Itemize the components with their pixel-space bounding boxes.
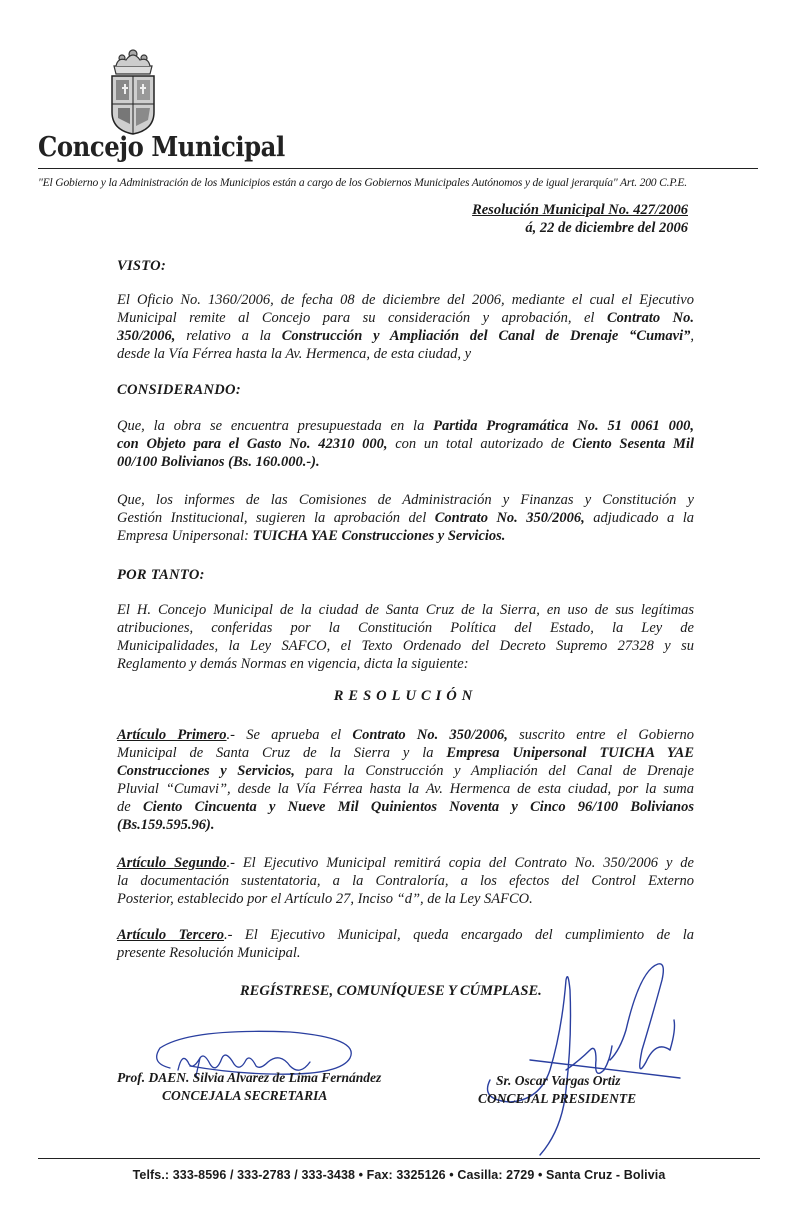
bold-text: Ciento Sesenta Mil [572,436,695,452]
visto-paragraph [117,291,694,363]
bold-text: Partida Programática No. 51 0061 000, [433,418,694,434]
por-tanto-heading: POR TANTO: [117,567,205,583]
resolution-date: á, 22 de diciembre del 2006 [525,220,688,236]
resolucion-title: RESOLUCIÓN [333,688,478,704]
bold-text: Empresa Unipersonal TUICHA YAE [446,745,694,761]
bold-text: Contrato No. 350/2006, [434,510,585,526]
text-line: Municipal remite al Concejo para su consideración y aprobación, el Contrato No. [117,310,694,326]
text-line: Pluvial “Cumavi”, desde la Vía Férrea hasta la Av. Hermenca de esta ciudad, por la suma [117,781,694,797]
article-label: Artículo Primero [117,727,227,743]
header-divider [38,168,758,169]
header-motto: "El Gobierno y la Administración de los Municipios están a cargo de los Gobiernos Municipales Autónomos y de igual jerarquía" Art. 200 C.P.E. [38,176,687,189]
text-line: la documentación sustentatoria, a la Contraloría, a los efectos del Control Externo [117,873,694,889]
left-signatory-name: Prof. DAEN. Silvia Alvarez de Lima Fernández [117,1070,382,1085]
text-line: Gestión Institucional, sugieren la aprobación del Contrato No. 350/2006, adjudicado a la [117,510,694,526]
considerando-heading: CONSIDERANDO: [117,382,241,398]
text-line: desde la Vía Férrea hasta la Av. Hermenca, de esta ciudad, y [117,346,472,362]
text-line: Artículo Primero.- Se aprueba el Contrato No. 350/2006, suscrito entre el Gobierno [117,727,695,743]
footer-divider [38,1158,760,1159]
bold-text: TUICHA YAE Construcciones y Servicios. [252,528,506,544]
article-label: Artículo Tercero [117,927,224,943]
articulo-segundo [117,854,694,908]
considerando-paragraph-2 [117,491,694,545]
bold-text: Contrato No. 350/2006, [352,727,508,743]
left-handwritten-signature [130,1018,370,1098]
text-line: presente Resolución Municipal. [117,945,301,961]
text-line: Empresa Unipersonal: TUICHA YAE Construcciones y Servicios. [117,528,506,544]
bold-text: Construcciones y Servicios, [117,763,295,779]
bold-text: 00/100 Bolivianos (Bs. 160.000.-). [117,454,320,470]
text-line: atribuciones, conferidas por la Constitución Política del Estado, la Ley de [117,620,694,636]
text-line: Municipal de Santa Cruz de la Sierra y la Empresa Unipersonal TUICHA YAE [117,745,694,761]
text-line [117,453,694,471]
por-tanto-paragraph [117,601,694,673]
closing-statement: REGÍSTRESE, COMUNÍQUESE Y CÚMPLASE. [240,983,542,999]
text-line: con Objeto para el Gasto No. 42310 000, con un total autorizado de Ciento Sesenta Mil [117,436,695,452]
text-line: de Ciento Cincuenta y Nueve Mil Quinientos Noventa y Cinco 96/100 Bolivianos [117,799,694,815]
right-signatory-name: Sr. Oscar Vargas Ortiz [496,1073,621,1088]
resolution-number: Resolución Municipal No. 427/2006 [472,202,688,218]
considerando-paragraph-1 [117,417,694,471]
bold-text: Contrato No. [606,310,694,326]
bold-text: 350/2006, [117,328,176,344]
text-line: El Oficio No. 1360/2006, de fecha 08 de diciembre del 2006, mediante el cual el Ejecutivo [117,292,694,308]
text-line: Artículo Tercero.- El Ejecutivo Municipal, queda encargado del cumplimiento de la [117,927,694,943]
visto-heading: VISTO: [117,258,167,274]
bold-text: (Bs.159.595.96). [117,817,215,833]
organization-name: Concejo Municipal [38,132,285,163]
text-line: Posterior, establecido por el Artículo 27, Inciso “d”, de la Ley SAFCO. [117,891,533,907]
text-line: Municipalidades, la Ley SAFCO, el Texto Ordenado del Decreto Supremo 27328 y su [117,638,694,654]
right-handwritten-signature [470,950,700,1160]
right-signatory-title: CONCEJAL PRESIDENTE [478,1091,637,1106]
left-signatory-title: CONCEJALA SECRETARIA [162,1088,328,1103]
text-line: Reglamento y demás Normas en vigencia, dicta la siguiente: [117,656,469,672]
articulo-primero [117,726,694,834]
text-line: Construcciones y Servicios, para la Construcción y Ampliación del Canal de Drenaje [117,763,694,779]
bold-text: Ciento Cincuenta y Nueve Mil Quinientos Noventa y Cinco 96/100 Bolivianos [142,799,694,815]
text-line: Que, la obra se encuentra presupuestada en la Partida Programática No. 51 0061 000, [117,418,694,434]
article-label: Artículo Segundo [117,855,227,871]
text-line: Que, los informes de las Comisiones de Administración y Finanzas y Constitución y [117,492,694,508]
text-line: El H. Concejo Municipal de la ciudad de Santa Cruz de la Sierra, en uso de sus legítimas [117,602,694,618]
text-line: Artículo Segundo.- El Ejecutivo Municipal remitirá copia del Contrato No. 350/2006 y de [117,855,694,871]
articulo-tercero [117,926,694,962]
footer-contact: Telfs.: 333-8596 / 333-2783 / 333-3438 • Fax: 3325126 • Casilla: 2729 • Santa Cruz - Bolivia [132,1168,666,1182]
text-line [117,816,694,834]
resolution-header [472,201,688,237]
coat-of-arms-logo [104,44,162,136]
text-line: 350/2006, relativo a la Construcción y Ampliación del Canal de Drenaje “Cumavi”, [117,328,695,344]
bold-text: Construcción y Ampliación del Canal de Drenaje “Cumavi” [281,328,691,344]
bold-text: con Objeto para el Gasto No. 42310 000, [117,436,388,452]
